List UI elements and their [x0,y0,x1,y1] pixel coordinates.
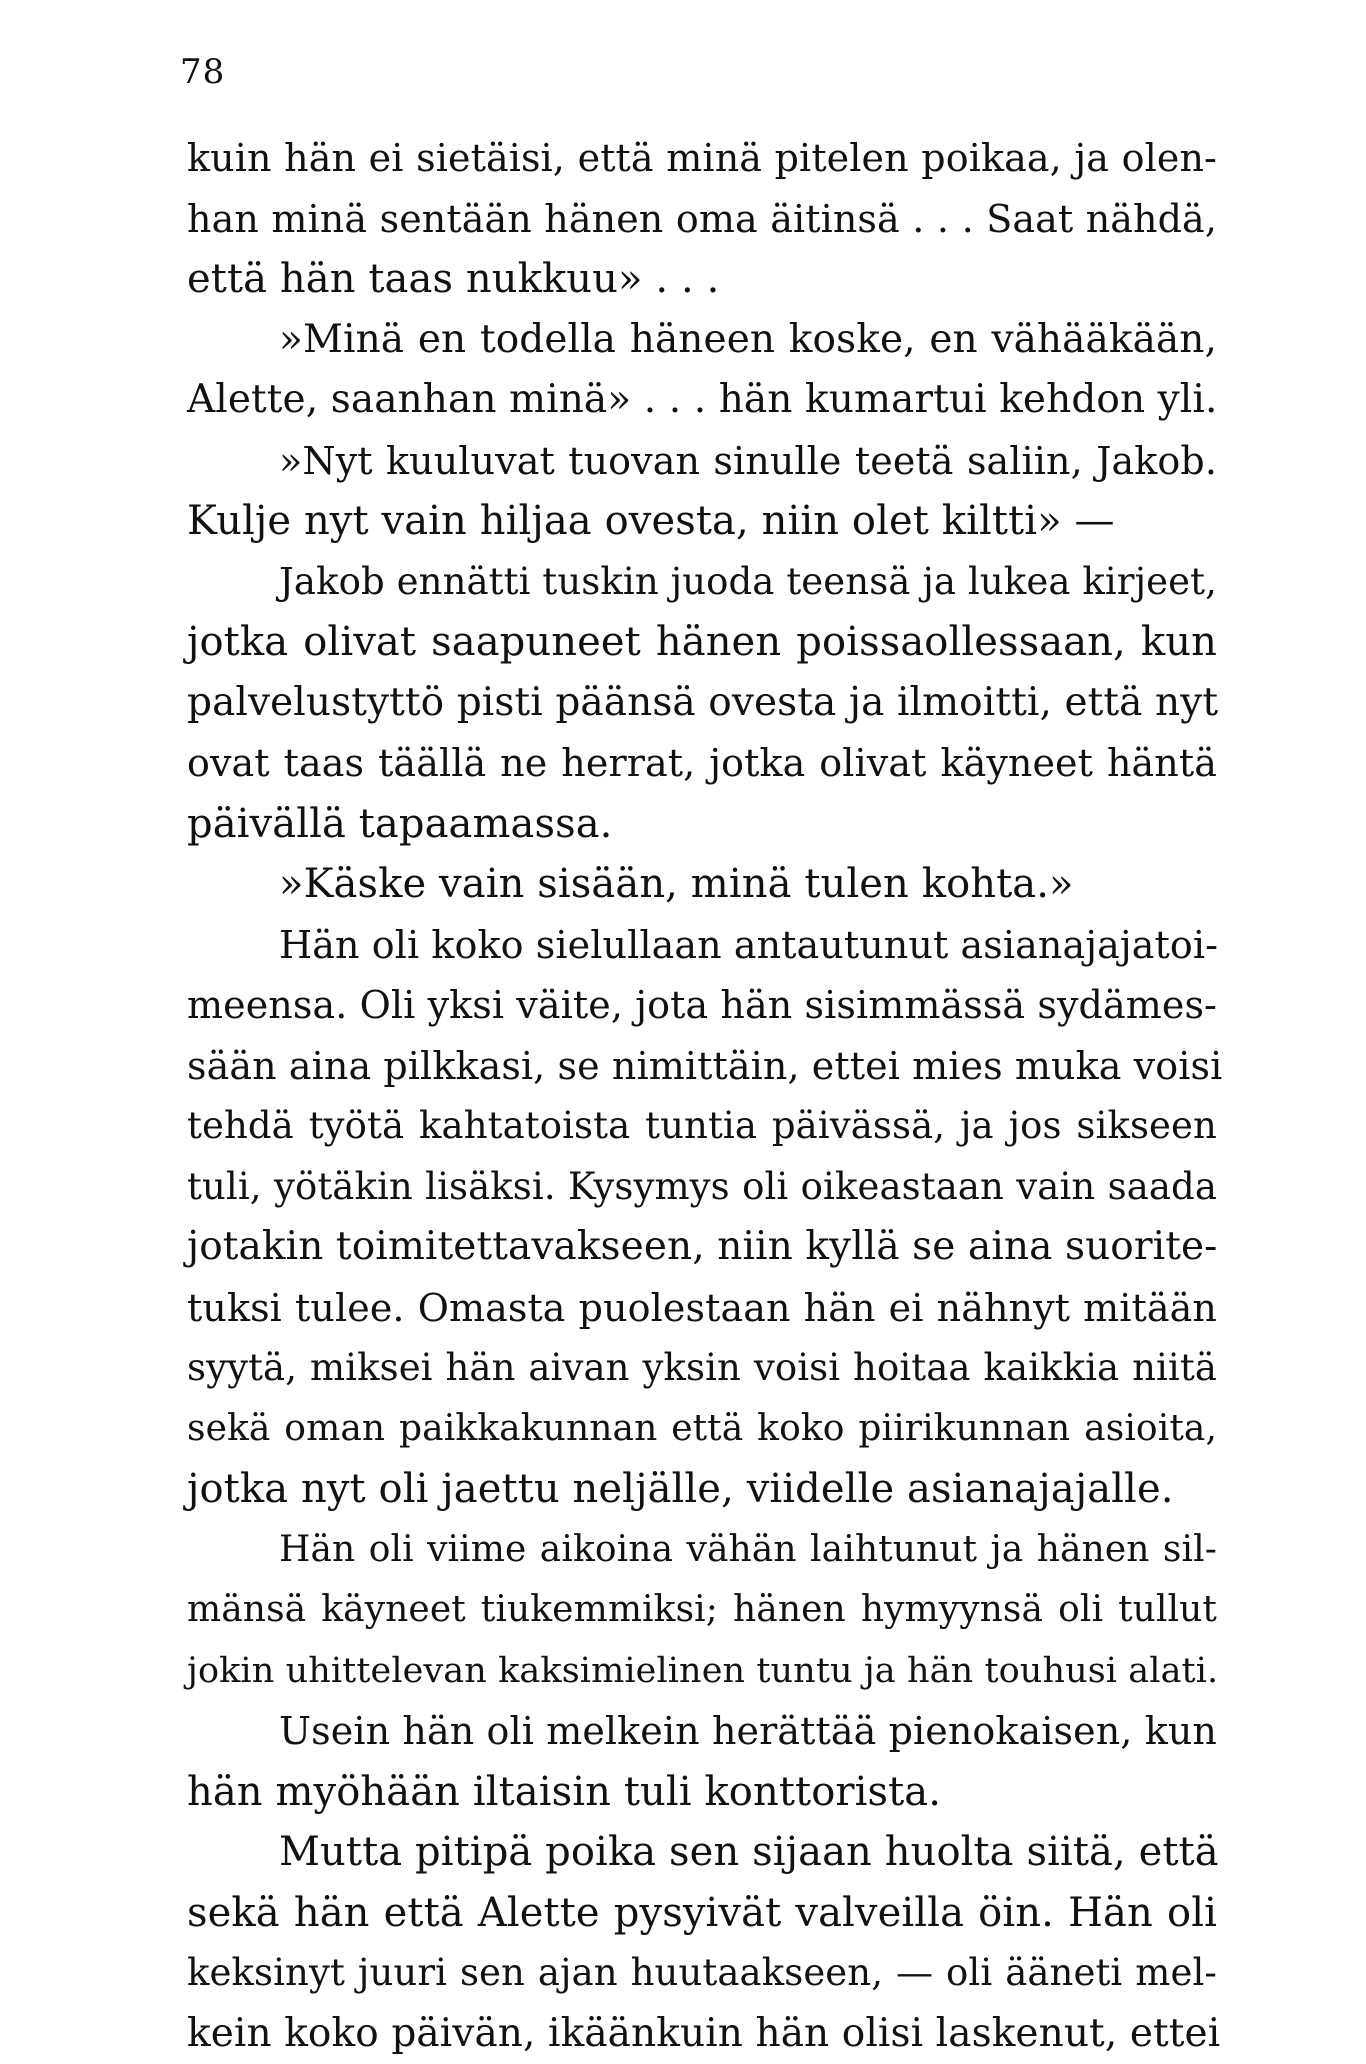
text-line: kein koko päivän, ikäänkuin hän olisi laskenut, ettei [187,2004,1217,2064]
text-line: jokin uhittelevan kaksimielinen tuntu ja hän touhusi alati. [187,1641,1217,1702]
text-line: ovat taas täällä ne herrat, jotka olivat käyneet häntä [187,733,1217,794]
text-line: sekä oman paikkakunnan että koko piirikunnan asioita, [187,1399,1217,1460]
text-line: hän myöhään iltaisin tuli konttorista. [187,1762,1217,1823]
body-text [187,128,1217,2064]
text-line: »Minä en todella häneen koske, en vähääkään, [187,310,1217,371]
text-line: »Nyt kuuluvat tuovan sinulle teetä saliin, Jakob. [187,431,1217,492]
page-number: 78 [180,52,225,92]
text-line: että hän taas nukkuu» . . . [187,249,1217,310]
text-line: Kulje nyt vain hiljaa ovesta, niin olet kiltti» — [187,491,1217,552]
text-line: tehdä työtä kahtatoista tuntia päivässä, ja jos sikseen [187,1096,1217,1157]
text-line: Hän oli koko sielullaan antautunut asianajajatoi- [187,915,1217,976]
text-line: päivällä tapaamassa. [187,794,1217,855]
text-line: syytä, miksei hän aivan yksin voisi hoitaa kaikkia niitä [187,1338,1217,1399]
text-line: jotka nyt oli jaettu neljälle, viidelle asianajajalle. [187,1459,1217,1520]
text-line: jotka olivat saapuneet hänen poissaollessaan, kun [187,612,1217,673]
text-line: tuksi tulee. Omasta puolestaan hän ei nähnyt mitään [187,1278,1217,1339]
text-line: mänsä käyneet tiukemmiksi; hänen hymyynsä oli tullut [187,1580,1217,1641]
text-line: kuin hän ei sietäisi, että minä pitelen poikaa, ja olen- [187,128,1217,189]
text-line: keksinyt juuri sen ajan huutaakseen, — oli ääneti mel- [187,1943,1217,2004]
text-line: tuli, yötäkin lisäksi. Kysymys oli oikeastaan vain saada [187,1157,1217,1218]
text-line: Mutta pitipä poika sen sijaan huolta siitä, että [187,1822,1217,1883]
text-line: Usein hän oli melkein herättää pienokaisen, kun [187,1701,1217,1762]
text-line: meensa. Oli yksi väite, jota hän sisimmässä sydämes- [187,975,1217,1036]
text-line: Jakob ennätti tuskin juoda teensä ja lukea kirjeet, [187,552,1217,613]
text-line: Hän oli viime aikoina vähän laihtunut ja hänen sil- [187,1520,1217,1581]
text-line: »Käske vain sisään, minä tulen kohta.» [187,854,1217,915]
text-line: sekä hän että Alette pysyivät valveilla öin. Hän oli [187,1883,1217,1944]
text-line: palvelustyttö pisti päänsä ovesta ja ilmoitti, että nyt [187,673,1217,734]
text-line: Alette, saanhan minä» . . . hän kumartui kehdon yli. [187,370,1217,431]
text-line: han minä sentään hänen oma äitinsä . . . Saat nähdä, [187,189,1217,250]
text-line: jotakin toimitettavakseen, niin kyllä se aina suorite- [187,1217,1217,1278]
text-line: sään aina pilkkasi, se nimittäin, ettei mies muka voisi [187,1036,1217,1097]
